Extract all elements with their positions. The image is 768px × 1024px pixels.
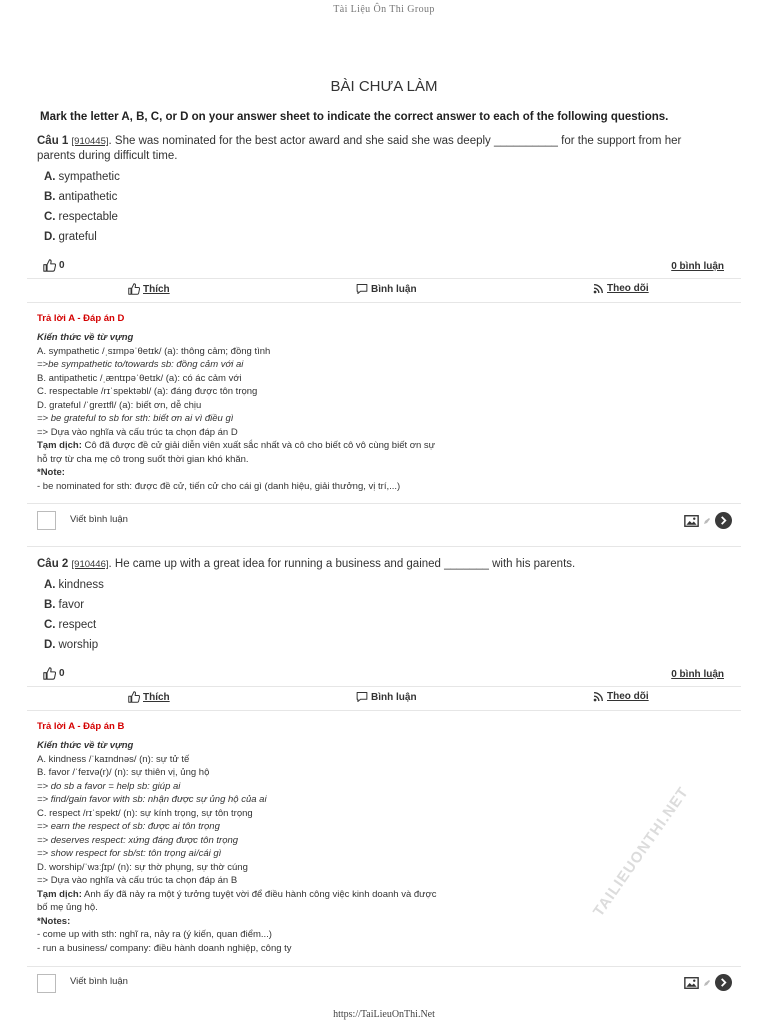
explanation-line: Tạm dịch: Anh ấy đã nảy ra một ý tưởng tuyệt vời để điều hành công việc kinh doanh và được [37,888,437,900]
explanation-line: *Notes: [37,915,71,927]
explanation-line: Kiến thức về từ vựng [37,332,134,343]
comment-tools [684,512,732,529]
image-icon[interactable] [684,977,699,989]
question-2-text [37,557,727,572]
instruction: Mark the letter A, B, C, or D on your answer sheet to indicate the correct answer to each of the following questions. [40,111,669,123]
question-id-link[interactable]: [910446] [71,559,109,570]
explanation-line: B. favor /ˈfeɪvə(r)/ (n): sự thiên vị, ủng hộ [37,767,210,778]
divider [27,966,741,967]
explanation-line: => do sb a favor = help sb: giúp ai [37,780,181,792]
explanation-line: hỗ trợ từ cha mẹ cô trong suốt thời gian khó khăn. [37,453,249,465]
like-count: 0 [43,667,65,680]
answer-explanation [37,331,557,493]
write-comment-input[interactable]: Viết bình luận [70,514,128,525]
explanation-line: B. antipathetic /ˌæntɪpəˈθetɪk/ (a): có ác cảm với [37,372,242,384]
explanation-line: =>be sympathetic to/towards sb: đồng cảm với ai [37,359,244,370]
comments-count-link[interactable]: 0 bình luận [671,261,724,272]
thumbs-up-icon [43,259,56,272]
comment-tools [684,974,732,991]
question-id-link[interactable]: [910445] [71,136,109,147]
follow-button[interactable]: Theo dõi [593,691,649,702]
comment-icon [356,691,368,703]
option-c[interactable]: C. respect [44,619,97,631]
option-b[interactable]: B. favor [44,599,85,611]
explanation-line: => show respect for sb/st: tôn trọng ai/cái gì [37,848,222,859]
explanation-line: C. respectable /rɪˈspektəbl/ (a): đáng được tôn trọng [37,386,258,397]
comment-button[interactable]: Bình luận [356,283,417,295]
rss-icon [593,691,604,702]
pencil-icon[interactable] [703,979,711,987]
avatar [37,974,56,993]
page-title: BÀI CHƯA LÀM [330,78,438,95]
explanation-line: C. respect /rɪˈspekt/ (n): sự kính trọng, sự tôn trọng [37,807,253,819]
option-a[interactable]: A. sympathetic [44,171,120,183]
option-d[interactable]: D. worship [44,639,99,651]
divider [27,710,741,711]
answer-heading: Trả lời A - Đáp án D [37,313,125,324]
explanation-line: => deserves respect: xứng đáng được tôn trọng [37,834,239,846]
explanation-line: Tạm dịch: Cô đã được đề cử giải diễn viên xuất sắc nhất và cô cho biết cô vô cùng biết ơn sự [37,440,436,451]
explanation-line: *Note: [37,467,65,478]
image-icon[interactable] [684,515,699,527]
comments-count-link[interactable]: 0 bình luận [671,669,724,680]
comment-icon [356,283,368,295]
option-c[interactable]: C. respectable [44,211,118,223]
option-a[interactable]: A. kindness [44,579,104,591]
explanation-line: bố mẹ ủng hộ. [37,902,98,913]
explanation-line: => find/gain favor with sb: nhận được sự ủng hộ của ai [37,794,267,805]
question-text-line1: . She was nominated for the best actor award and she said she was deeply __________ for the support from her [108,135,682,147]
explanation-line: Kiến thức về từ vựng [37,740,134,751]
explanation-line: A. kindness /ˈkaɪndnəs/ (n): sự tử tế [37,753,190,765]
explanation-line: D. grateful /ˈɡreɪtfl/ (a): biết ơn, dễ chịu [37,399,202,411]
divider [27,503,741,504]
like-button[interactable]: Thích [128,283,170,295]
thumbs-up-icon [128,691,140,703]
answer-heading: Trả lời A - Đáp án B [37,721,125,732]
follow-button[interactable]: Theo dõi [593,283,649,294]
send-arrow-icon[interactable] [715,512,732,529]
thumbs-up-icon [43,667,56,680]
like-count: 0 [43,259,65,272]
comment-button[interactable]: Bình luận [356,691,417,703]
explanation-line: => earn the respect of sb: được ai tôn trọng [37,821,220,832]
divider [27,278,741,279]
footer-url: https://TaiLieuOnThi.Net [333,1009,435,1020]
avatar [37,511,56,530]
like-button[interactable]: Thích [128,691,170,703]
rss-icon [593,283,604,294]
question-text-line1: . He came up with a great idea for running a business and gained _______ with his parents. [108,558,576,570]
send-arrow-icon[interactable] [715,974,732,991]
explanation-line: => Dựa vào nghĩa và cấu trúc ta chọn đáp án B [37,875,238,886]
explanation-line: - run a business/ company: điều hành doanh nghiệp, công ty [37,942,292,954]
explanation-line: - come up with sth: nghĩ ra, nảy ra (ý kiến, quan điểm...) [37,929,272,940]
question-label: Câu 1 [37,135,69,147]
answer-explanation [37,739,557,955]
explanation-line: => be grateful to sb for sth: biết ơn ai vì điều gì [37,413,234,424]
option-d[interactable]: D. grateful [44,231,97,243]
explanation-line: D. worship/ˈwɜːʃɪp/ (n): sự thờ phụng, sự thờ cúng [37,861,248,873]
explanation-line: - be nominated for sth: được đề cử, tiến cử cho cái gì (danh hiệu, giải thưởng, vị trí,...) [37,480,401,492]
divider [27,686,741,687]
divider [27,546,741,547]
watermark: TAILIEUONTHI.NET [590,783,693,920]
header-group-name: Tài Liệu Ôn Thi Group [333,4,435,15]
question-label: Câu 2 [37,558,69,570]
divider [27,302,741,303]
explanation-line: => Dựa vào nghĩa và cấu trúc ta chọn đáp án D [37,426,238,438]
write-comment-input[interactable]: Viết bình luận [70,976,128,987]
thumbs-up-icon [128,283,140,295]
pencil-icon[interactable] [703,517,711,525]
question-text-line2: parents during difficult time. [37,150,178,162]
option-b[interactable]: B. antipathetic [44,191,118,203]
question-1-text [37,134,727,164]
explanation-line: A. sympathetic /ˌsɪmpəˈθetɪk/ (a): thông cảm; đồng tình [37,345,271,357]
